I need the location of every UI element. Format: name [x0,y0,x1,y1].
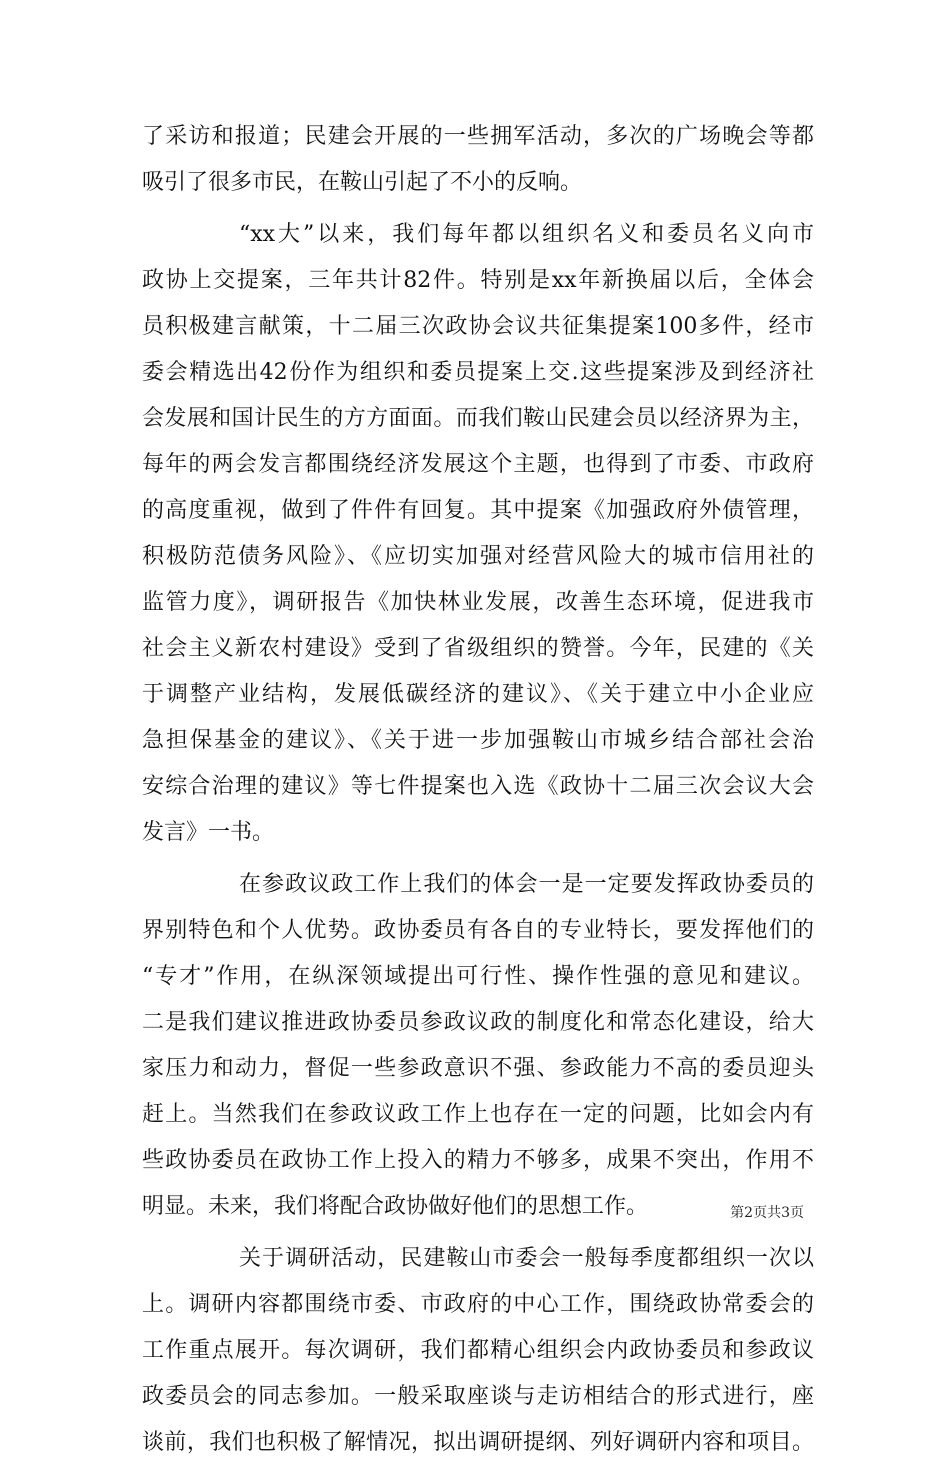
text-line: 急担保基金的建议》、《关于进一步加强鞍山市城乡结合部社会治 [142,728,814,753]
text-line: 赶上。当然我们在参政议政工作上也存在一定的问题，比如会内有 [142,1102,814,1127]
text-line: 政协上交提案，三年共计82件。特别是xx年新换届以后，全体会 [142,268,814,293]
text-line: 员积极建言献策，十二届三次政协会议共征集提案100多件，经市 [142,314,814,339]
text-line: 每年的两会发言都围绕经济发展这个主题，也得到了市委、市政府 [142,452,814,477]
text-line: 界别特色和个人优势。政协委员有各自的专业特长，要发挥他们的 [142,918,814,943]
text-line: 政委员会的同志参加。一般采取座谈与走访相结合的形式进行，座 [142,1384,814,1409]
text-line: 工作重点展开。每次调研，我们都精心组织会内政协委员和参政议 [142,1338,814,1363]
text-line: 家压力和动力，督促一些参政意识不强、参政能力不高的委员迎头 [142,1056,814,1081]
text-line: 发言》一书。 [142,820,275,845]
text-line: 明显。未来，我们将配合政协做好他们的思想工作。 [142,1194,649,1219]
text-line: 委会精选出42份作为组织和委员提案上交.这些提案涉及到经济社 [142,360,814,385]
page-number: 第2页共3页 [730,1205,804,1221]
text-line: 于调整产业结构，发展低碳经济的建议》、《关于建立中小企业应 [142,682,814,707]
text-line: “xx大”以来，我们每年都以组织名义和委员名义向市 [239,222,814,247]
text-line: 在参政议政工作上我们的体会一是一定要发挥政协委员的 [239,872,814,897]
text-line: 谈前，我们也积极了解情况，拟出调研提纲、列好调研内容和项目。 [142,1430,814,1455]
text-line: 安综合治理的建议》等七件提案也入选《政协十二届三次会议大会 [142,774,814,799]
document-body [142,114,814,1466]
text-line: 些政协委员在政协工作上投入的精力不够多，成果不突出，作用不 [142,1148,814,1173]
text-line: 积极防范债务风险》、《应切实加强对经营风险大的城市信用社的 [142,544,814,569]
text-line: 上。调研内容都围绕市委、市政府的中心工作，围绕政协常委会的 [142,1292,814,1317]
text-line: 的高度重视，做到了件件有回复。其中提案《加强政府外债管理， [142,498,814,523]
text-line: 会发展和国计民生的方方面面。而我们鞍山民建会员以经济界为主， [142,406,814,431]
text-line: 监管力度》，调研报告《加快林业发展，改善生态环境，促进我市 [142,590,814,615]
text-line: “专才”作用，在纵深领域提出可行性、操作性强的意见和建议。 [142,964,814,989]
text-line: 了采访和报道；民建会开展的一些拥军活动，多次的广场晚会等都 [142,124,814,149]
text-line: 关于调研活动，民建鞍山市委会一般每季度都组织一次以 [239,1246,814,1271]
text-line: 二是我们建议推进政协委员参政议政的制度化和常态化建设，给大 [142,1010,814,1035]
text-line: 社会主义新农村建设》受到了省级组织的赞誉。今年，民建的《关 [142,636,814,661]
text-line: 吸引了很多市民，在鞍山引起了不小的反响。 [142,170,583,195]
